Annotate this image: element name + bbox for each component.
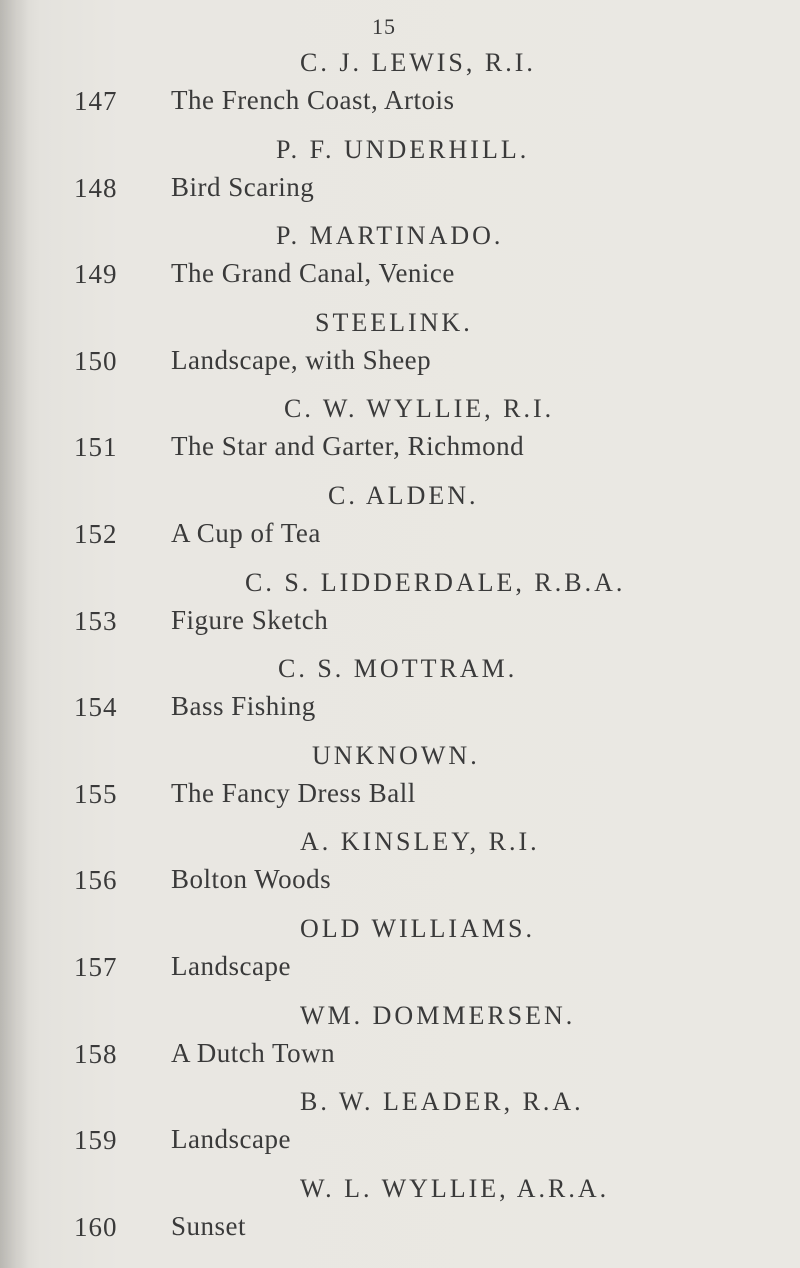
artwork-title: Bass Fishing	[171, 691, 316, 721]
artwork-title: Sunset	[171, 1211, 247, 1241]
artwork-title: The Fancy Dress Ball	[171, 778, 416, 808]
artist-name: A. KINSLEY, R.I.	[300, 827, 540, 856]
artwork-title: A Dutch Town	[171, 1038, 336, 1068]
artist-name: C. S. MOTTRAM.	[278, 654, 518, 683]
artwork-title: Figure Sketch	[171, 605, 329, 635]
artwork-title: Bird Scaring	[171, 172, 315, 202]
entry-number: 148	[74, 173, 118, 203]
entry-number: 155	[74, 779, 118, 809]
catalogue-entry	[0, 1001, 800, 1081]
entry-number: 157	[74, 952, 118, 982]
entry-number: 158	[74, 1039, 118, 1069]
entry-number: 153	[74, 606, 118, 636]
artwork-title: The French Coast, Artois	[171, 85, 455, 115]
catalogue-entry	[0, 135, 800, 215]
artist-name: OLD WILLIAMS.	[300, 914, 535, 943]
catalogue-entry	[0, 1174, 800, 1254]
catalogue-entry	[0, 1087, 800, 1167]
artist-name: WM. DOMMERSEN.	[300, 1001, 576, 1030]
catalogue-entry	[0, 568, 800, 648]
artist-name: C. S. LIDDERDALE, R.B.A.	[245, 568, 626, 597]
artist-name: C. ALDEN.	[328, 481, 479, 510]
entry-number: 150	[74, 346, 118, 376]
catalogue-entry	[0, 48, 800, 128]
artwork-title: Bolton Woods	[171, 864, 332, 894]
entry-number: 152	[74, 519, 118, 549]
artist-name: STEELINK.	[315, 308, 473, 337]
entry-number: 151	[74, 432, 118, 462]
artist-name: P. F. UNDERHILL.	[276, 135, 530, 164]
entry-number: 159	[74, 1125, 118, 1155]
artist-name: W. L. WYLLIE, A.R.A.	[300, 1174, 610, 1203]
page-number: 15	[372, 14, 396, 39]
catalogue-entry	[0, 481, 800, 561]
artwork-title: A Cup of Tea	[171, 518, 321, 548]
artist-name: P. MARTINADO.	[276, 221, 504, 250]
artwork-title: Landscape	[171, 1124, 291, 1154]
catalogue-entry	[0, 914, 800, 994]
catalogue-entry	[0, 827, 800, 907]
artist-name: UNKNOWN.	[312, 741, 480, 770]
artwork-title: Landscape, with Sheep	[171, 345, 432, 375]
catalogue-entry	[0, 654, 800, 734]
entry-number: 160	[74, 1212, 118, 1242]
catalogue-entry	[0, 394, 800, 474]
entry-number: 147	[74, 86, 118, 116]
entry-number: 149	[74, 259, 118, 289]
entry-number: 154	[74, 692, 118, 722]
catalogue-entry	[0, 308, 800, 388]
entry-number: 156	[74, 865, 118, 895]
catalogue-entry	[0, 221, 800, 301]
artist-name: C. W. WYLLIE, R.I.	[284, 394, 555, 423]
artist-name: C. J. LEWIS, R.I.	[300, 48, 536, 77]
artwork-title: The Star and Garter, Richmond	[171, 431, 525, 461]
catalogue-entry	[0, 741, 800, 821]
artwork-title: The Grand Canal, Venice	[171, 258, 455, 288]
artwork-title: Landscape	[171, 951, 291, 981]
artist-name: B. W. LEADER, R.A.	[300, 1087, 584, 1116]
